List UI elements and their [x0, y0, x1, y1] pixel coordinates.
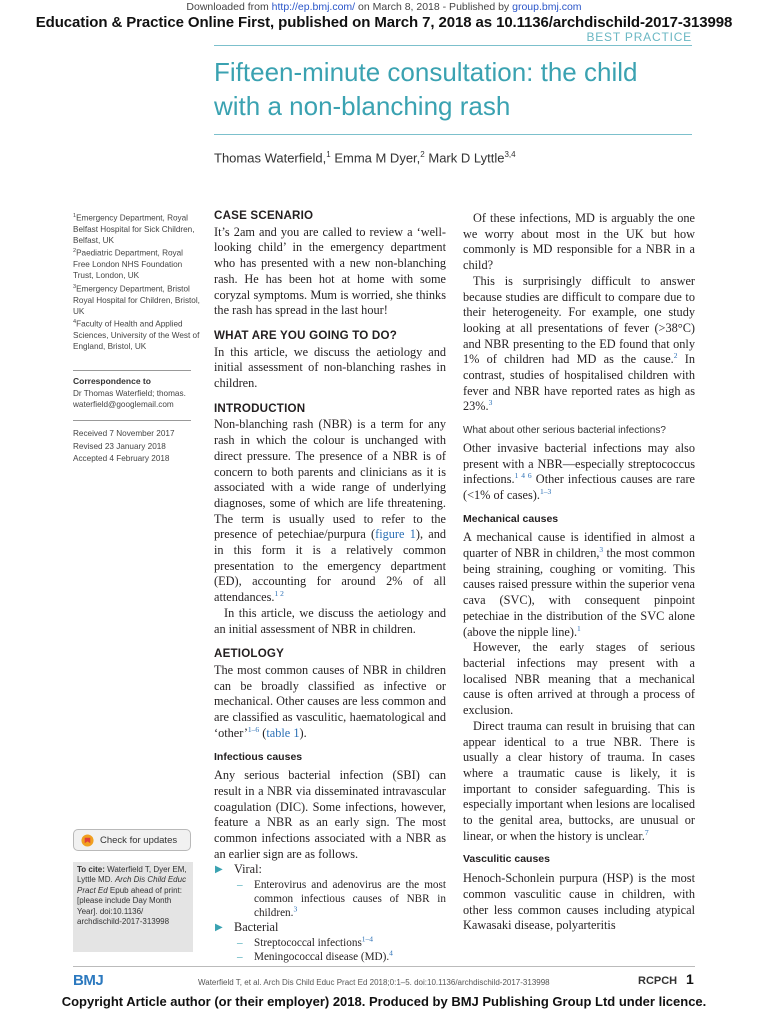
para-text: Direct trauma can result in bruising that can appear identical to a true NBR. There is usually a clear history of trauma. In cases where a traumatic cause is likely, it is important to consider safeguarding. This is especially important when lesions are localised to the genital area, buttocks, are unusual or linear, or when the history is unclear. [463, 718, 695, 843]
footer-citation: Waterfield T, et al. Arch Dis Child Educ Pract Ed 2018;0:1–5. doi:10.1136/archdischild-2017-313998 [198, 978, 550, 987]
reference-sup[interactable]: 1 [577, 623, 581, 633]
aetiology-text: ( [259, 725, 267, 740]
heading-vasculitic-causes: Vasculitic causes [463, 853, 550, 866]
cite-journal: Arch Dis Child Educ Pract Ed [77, 875, 187, 895]
author-affil-sup: 3,4 [504, 150, 516, 159]
paragraph-case: It’s 2am and you are called to review a ‘well-looking child’ in the emergency department who has presented with a new non-blanching rash. He has been hot at home with some coryzal symptoms. Mum is worried, she thinks the rash has spread in the last hour! [214, 224, 446, 318]
heading-infectious-causes: Infectious causes [214, 750, 303, 763]
affiliation-text: Emergency Department, Royal Belfast Hospital for Sick Children, Belfast, UK [73, 213, 195, 246]
citation-box [73, 862, 193, 952]
author-affil-sup: 1 [326, 150, 331, 159]
aetiology-text: The most common causes of NBR in children can be broadly classified as infective or mechanical. Other causes are less common and are classified as vasculitic, haematological and ‘other’ [214, 662, 446, 740]
paragraph-other-sbi [463, 441, 695, 504]
copyright-line: Copyright Article author (or their employer) 2018. Produced by BMJ Publishing Group Ltd under licence. [61, 994, 707, 1009]
article-dates [73, 428, 203, 466]
list-item-bacterial [214, 920, 446, 964]
sub-list-item [234, 950, 446, 964]
reference-sup[interactable]: 7 [644, 827, 649, 837]
reference-sup[interactable]: 2 [673, 351, 678, 361]
affiliation-sup: 1 [73, 213, 77, 219]
page-number: 1 [686, 971, 694, 987]
paragraph-mechanical [463, 530, 695, 640]
date-revised: Revised 23 January 2018 [73, 441, 166, 451]
author-name: Thomas Waterfield, [214, 150, 327, 166]
aetiology-text: ). [299, 725, 307, 740]
body-column-1 [214, 203, 446, 964]
triangle-bullet-icon: ▶ [215, 922, 223, 934]
paragraph-aetiology [214, 663, 446, 742]
affiliation-text: Faculty of Health and Applied Sciences, University of the West of England, Bristol, UK [73, 319, 200, 352]
group-link[interactable]: group.bmj.com [512, 1, 582, 13]
dash-bullet-icon: – [237, 879, 243, 892]
intro-text: ), and in this form it is a relatively common presentation to the emergency department (ED), accounting for around 2% of all attendances. [214, 527, 446, 605]
para-text: A mechanical cause is identified in almost a quarter of NBR in children, [463, 530, 695, 561]
paragraph-trauma [463, 719, 695, 845]
sub-item-text: Meningococcal disease (MD). [254, 950, 390, 963]
date-accepted: Accepted 4 February 2018 [73, 454, 170, 463]
affiliation [73, 246, 201, 281]
para-text: This is surprisingly difficult to answer because studies are difficult to compare due to their heterogeneity. For example, one study looking at all presentations of fever (>38°C) and NBR presenting to the ED found that only 1% of children had MD as the cause. [463, 273, 695, 367]
affiliation [73, 211, 201, 246]
check-for-updates-button[interactable] [73, 829, 191, 851]
list-label: Bacterial [234, 920, 279, 935]
heading-mechanical-causes: Mechanical causes [463, 512, 559, 525]
title-rule [214, 134, 692, 135]
sub-item-text: Streptococcal infections [254, 936, 362, 949]
crossmark-icon [81, 834, 94, 847]
paragraph-intro-2: In this article, we discuss the aetiology and an initial assessment of NBR in children. [214, 605, 446, 636]
body-column-2 [463, 211, 695, 934]
sub-list [234, 878, 446, 920]
para-text: Other infectious causes are rare (<1% of cases). [463, 472, 696, 502]
author-affil-sup: 2 [420, 150, 425, 159]
paragraph-localised: However, the early stages of serious bacterial infections may present with a localised NBR meaning that a mechanical cause is often arrived at through a process of exclusion. [463, 640, 695, 718]
intro-text: Non-blanching rash (NBR) is a term for any rash in which the colour is unchanged with direct pressure. The presence of a NBR is of concern to both parents and clinicians as it is associated with a wide range of underlying diagnoses, some of which are life threatening. The term is usually used to refer to the presence of petechiae/purpura ( [214, 417, 446, 542]
rcpch-logo: RCPCH [638, 975, 678, 987]
affiliation-text: Emergency Department, Bristol Royal Hospital for Children, Bristol, UK [73, 284, 200, 316]
article-title: Fifteen-minute consultation: the child with a non-blanching rash [214, 57, 638, 121]
sub-list [234, 936, 446, 964]
online-first-line: Education & Practice Online First, published on March 7, 2018 as 10.1136/archdischild-2017-313998 [35, 14, 733, 31]
download-line [0, 1, 768, 13]
figure-1-link[interactable]: figure 1 [375, 527, 416, 542]
bmj-logo: BMJ [73, 972, 104, 989]
author-name: Emma M Dyer, [334, 150, 421, 166]
affiliation-sup: 4 [73, 319, 77, 326]
paragraph-infectious: Any serious bacterial infection (SBI) can result in a NBR via disseminated intravascular coagulation (DIC). Some infections, however, feature a NBR as an early sign. The most common infections associated with a NBR as an earlier sign are as follows. [214, 768, 446, 861]
sub-list-item [234, 936, 446, 950]
footer-rule [73, 966, 695, 967]
reference-sup[interactable]: 3 [293, 904, 298, 914]
affiliation-sup: 3 [73, 283, 77, 290]
reference-sup[interactable]: 1 4 6 [514, 471, 532, 481]
affiliation [73, 317, 201, 352]
paragraph-intro [214, 417, 446, 605]
heading-aetiology: AETIOLOGY [214, 647, 285, 661]
para-text: the most common being straining, coughing or vomiting. This causes raised pressure within the superior vena cava (SVC), with consequent pinpoint petechiae in the distribution of the SVC alone (above the nipple line). [463, 546, 695, 639]
sidebar-divider [73, 370, 191, 371]
date-received: Received 7 November 2017 [73, 429, 175, 438]
affiliations [73, 211, 201, 352]
list-item-viral [214, 862, 446, 920]
check-for-updates-label: Check for updates [100, 834, 178, 846]
correspondence-text[interactable]: Dr Thomas Waterfield; thomas. waterfield@googlemail.com [73, 389, 186, 409]
list-label: Viral: [234, 862, 262, 877]
cite-label: To cite: [77, 865, 105, 874]
author-name: Mark D Lyttle [428, 150, 505, 166]
correspondence-heading: Correspondence to [73, 376, 151, 386]
para-text: In contrast, studies of hospitalised children with fever and NBR have reported rates as high as 23%. [463, 352, 695, 414]
reference-sup[interactable]: 1–4 [361, 934, 374, 944]
sub-list-item [234, 878, 446, 920]
triangle-bullet-icon: ▶ [215, 864, 223, 876]
para-text: Other invasive bacterial infections may also present with a NBR—especially streptococcus infections. [463, 440, 695, 487]
paragraph-what: In this article, we discuss the aetiology and initial assessment of non-blanching rashes in children. [214, 344, 446, 391]
paragraph-vasculitic: Henoch-Schonlein purpura (HSP) is the most common vasculitic cause in children, with other less common causes including atypical Kawasaki disease, polyarteritis [463, 871, 695, 933]
dash-bullet-icon: – [237, 936, 243, 949]
reference-sup[interactable]: 4 [389, 948, 393, 958]
cite-authors: Waterfield T, Dyer EM, Lyttle MD. [77, 865, 187, 885]
reference-sup[interactable]: 3 [599, 544, 604, 554]
reference-sup[interactable]: 3 [488, 398, 493, 408]
affiliation [73, 282, 201, 317]
affiliation-sup: 2 [73, 248, 77, 255]
paragraph-md: Of these infections, MD is arguably the one we worry about most in the UK but how commonly is MD responsible for a NBR in a child? [463, 211, 695, 273]
download-prefix: Downloaded from [186, 1, 272, 13]
section-tag: BEST PRACTICE [586, 30, 692, 44]
affiliation-text: Paediatric Department, Royal Free London NHS Foundation Trust, London, UK [73, 249, 184, 281]
reference-sup[interactable]: 1 2 [274, 589, 284, 599]
reference-sup[interactable]: 1–6 [247, 724, 260, 734]
infection-list [214, 862, 446, 963]
header-rule [214, 45, 692, 46]
paragraph-heterogeneity [463, 274, 695, 415]
heading-what-to-do: WHAT ARE YOU GOING TO DO? [214, 328, 397, 342]
heading-introduction: INTRODUCTION [214, 401, 306, 415]
sub-item-text: Enterovirus and adenovirus are the most common infectious causes of NBR in children. [254, 879, 446, 920]
reference-sup[interactable]: 1–3 [539, 486, 552, 496]
download-link[interactable]: http://ep.bmj.com/ [271, 1, 356, 13]
table-1-link[interactable]: table 1 [266, 725, 300, 740]
author-list [214, 150, 516, 165]
cite-details: Epub ahead of print: [please include Day Month Year]. doi:10.1136/ archdischild-2017-313998 [77, 885, 182, 927]
dash-bullet-icon: – [237, 950, 243, 963]
sidebar-divider [73, 420, 191, 421]
download-middle: on March 8, 2018 - Published by [355, 1, 513, 13]
heading-other-sbi: What about other serious bacterial infections? [463, 425, 666, 437]
heading-case-scenario: CASE SCENARIO [214, 209, 314, 222]
